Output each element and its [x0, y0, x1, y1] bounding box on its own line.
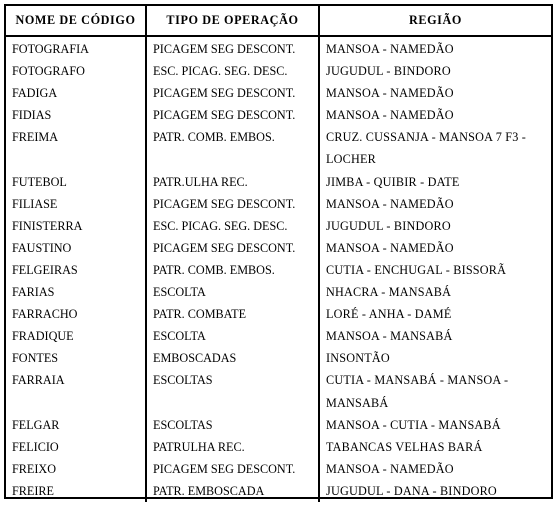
code-name-cell: FAUSTINO	[12, 240, 72, 255]
region-cell: MANSOA - CUTIA - MANSABÁ	[319, 414, 551, 436]
operation-type-cell: PICAGEM SEG DESCONT.	[146, 237, 319, 259]
table-row	[6, 480, 551, 502]
operation-type-cell: ESC. PICAG. SEG. DESC.	[146, 215, 319, 237]
region-cell: LORÉ - ANHA - DAMÉ	[319, 303, 551, 325]
operations-table-document	[4, 4, 553, 499]
region-cell: MANSOA - NAMEDÃO	[319, 104, 551, 126]
code-name-cell: FINISTERRA	[12, 218, 83, 233]
code-name-cell: FOTOGRAFIA	[12, 42, 89, 56]
operation-type-cell: ESCOLTA	[146, 281, 319, 303]
code-name-cell: FIDIAS	[12, 108, 52, 123]
region-cell: CRUZ. CUSSANJA - MANSOA 7 F3 - LOCHER	[319, 126, 551, 170]
table-row	[6, 237, 551, 259]
region-cell: INSONTÃO	[319, 347, 551, 369]
operation-type-cell: PATR. EMBOSCADA	[146, 480, 319, 502]
table-header-row	[6, 6, 551, 36]
operation-type-cell: PATR. COMBATE	[146, 303, 319, 325]
table-row	[6, 436, 551, 458]
region-cell: NHACRA - MANSABÁ	[319, 281, 551, 303]
header-code-name: NOME DE CÓDIGO	[6, 6, 146, 36]
code-name-cell: FARIAS	[12, 285, 55, 300]
header-region: REGIÃO	[319, 6, 551, 36]
code-name-cell: FREIRE	[12, 483, 54, 498]
operation-type-cell: PICAGEM SEG DESCONT.	[146, 36, 319, 60]
operation-type-cell: PATR.ULHA REC.	[146, 171, 319, 193]
operation-type-cell: PATR. COMB. EMBOS.	[146, 126, 319, 170]
table-row	[6, 303, 551, 325]
header-operation-type: TIPO DE OPERAÇÃO	[146, 6, 319, 36]
region-cell: JIMBA - QUIBIR - DATE	[319, 171, 551, 193]
table-row	[6, 347, 551, 369]
operation-type-cell: PICAGEM SEG DESCONT.	[146, 82, 319, 104]
region-cell: MANSOA - NAMEDÃO	[319, 237, 551, 259]
region-cell: JUGUDUL - DANA - BINDORO	[319, 480, 551, 502]
table-row	[6, 369, 551, 413]
table-row	[6, 193, 551, 215]
region-cell: MANSOA - NAMEDÃO	[319, 193, 551, 215]
code-name-cell: FELGEIRAS	[12, 262, 78, 277]
table-row	[6, 281, 551, 303]
region-cell: TABANCAS VELHAS BARÁ	[319, 436, 551, 458]
region-cell: MANSOA - NAMEDÃO	[319, 458, 551, 480]
region-cell: MANSOA - NAMEDÃO	[319, 82, 551, 104]
operation-type-cell: ESCOLTAS	[146, 414, 319, 436]
operation-type-cell: ESC. PICAG. SEG. DESC.	[146, 60, 319, 82]
code-name-cell: FARRAIA	[12, 373, 65, 388]
region-cell: CUTIA - MANSABÁ - MANSOA - MANSABÁ	[319, 369, 551, 413]
operation-type-cell: ESCOLTA	[146, 325, 319, 347]
table-row	[6, 325, 551, 347]
region-cell: JUGUDUL - BINDORO	[319, 215, 551, 237]
code-name-cell: FREIMA	[12, 130, 59, 145]
operation-type-cell: PATRULHA REC.	[146, 436, 319, 458]
region-cell: CUTIA - ENCHUGAL - BISSORÃ	[319, 259, 551, 281]
table-row	[6, 458, 551, 480]
code-name-cell: FONTES	[12, 351, 59, 366]
operation-type-cell: PICAGEM SEG DESCONT.	[146, 458, 319, 480]
code-name-cell: FOTOGRAFO	[12, 64, 85, 79]
table-row	[6, 171, 551, 193]
code-name-cell: FRADIQUE	[12, 329, 74, 344]
region-cell: MANSOA - NAMEDÃO	[319, 36, 551, 60]
code-names-table	[6, 6, 551, 502]
table-row	[6, 82, 551, 104]
code-name-cell: FELGAR	[12, 417, 60, 432]
code-name-cell: FELICIO	[12, 439, 59, 454]
table-row	[6, 414, 551, 436]
operation-type-cell: PATR. COMB. EMBOS.	[146, 259, 319, 281]
code-name-cell: FARRACHO	[12, 307, 78, 322]
region-cell: MANSOA - MANSABÁ	[319, 325, 551, 347]
table-row	[6, 126, 551, 170]
operation-type-cell: PICAGEM SEG DESCONT.	[146, 104, 319, 126]
code-name-cell: FADIGA	[12, 86, 58, 101]
table-row	[6, 104, 551, 126]
code-name-cell: FREIXO	[12, 461, 57, 476]
operation-type-cell: EMBOSCADAS	[146, 347, 319, 369]
operation-type-cell: PICAGEM SEG DESCONT.	[146, 193, 319, 215]
region-cell: JUGUDUL - BINDORO	[319, 60, 551, 82]
table-row	[6, 36, 551, 60]
code-name-cell: FILIASE	[12, 196, 58, 211]
table-row	[6, 259, 551, 281]
table-row	[6, 60, 551, 82]
operation-type-cell: ESCOLTAS	[146, 369, 319, 413]
code-name-cell: FUTEBOL	[12, 174, 67, 189]
table-row	[6, 215, 551, 237]
